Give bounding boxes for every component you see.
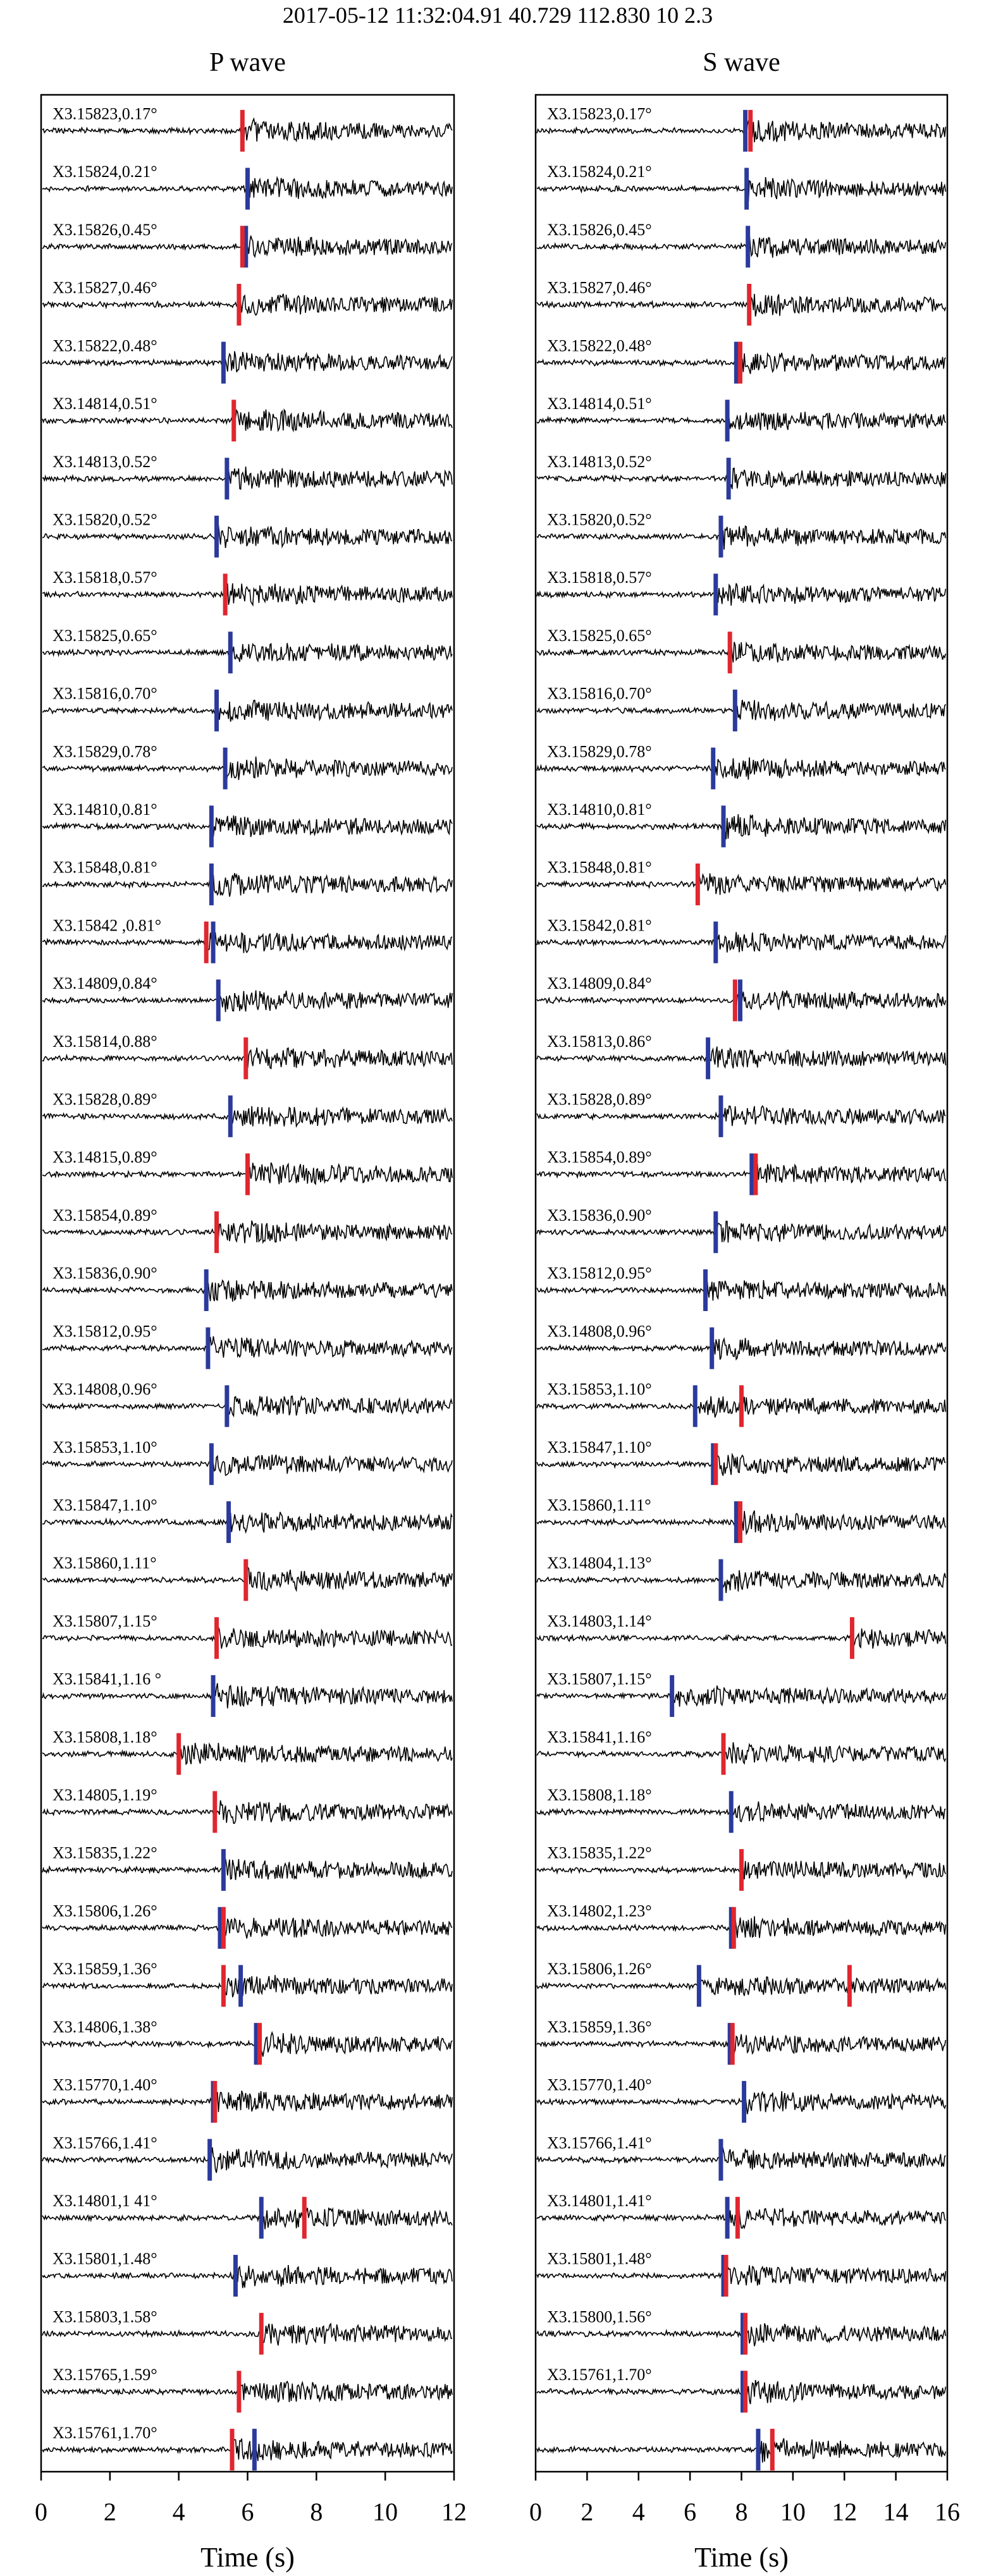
- x-axis-label: Time (s): [200, 2542, 295, 2573]
- trace-label: X3.15761,1.70°: [547, 2365, 652, 2384]
- p-wave-panel: [35, 48, 467, 2573]
- waveform: [42, 643, 452, 662]
- trace-label: X3.15800,1.56°: [547, 2307, 652, 2326]
- trace-row: [42, 336, 452, 383]
- trace-row: [537, 1438, 945, 1485]
- trace-row: [537, 974, 945, 1021]
- waveform: [42, 815, 452, 837]
- trace-label: X3.15847,1.10°: [547, 1438, 652, 1456]
- trace-label: X3.14810,0.81°: [52, 800, 157, 819]
- trace-label: X3.15808,1.18°: [547, 1786, 652, 1805]
- waveform: [42, 294, 452, 315]
- trace-row: [42, 394, 452, 441]
- waveform: [537, 1802, 945, 1822]
- trace-row: [537, 1090, 945, 1137]
- trace-label: X3.14813,0.52°: [547, 452, 652, 471]
- x-tick-label: 0: [35, 2498, 47, 2526]
- trace-label: X3.15827,0.46°: [52, 278, 157, 297]
- trace-label: X3.15835,1.22°: [547, 1843, 652, 1862]
- panels: [35, 48, 960, 2573]
- trace-row: [537, 221, 945, 267]
- waveform: [537, 757, 945, 779]
- trace-label: X3.14801,1 41°: [52, 2191, 157, 2210]
- x-tick-label: 2: [581, 2498, 594, 2526]
- trace-label: X3.15842,0.81°: [547, 916, 652, 935]
- trace-label: X3.14808,0.96°: [52, 1380, 157, 1399]
- trace-label: X3.15818,0.57°: [547, 568, 652, 587]
- trace-row: [42, 1786, 452, 1833]
- plot-frame: [41, 95, 454, 2472]
- trace-row: [537, 2018, 945, 2065]
- x-tick-label: 0: [529, 2498, 542, 2526]
- trace-label: X3.14810,0.81°: [547, 800, 652, 819]
- trace-label: X3.15766,1.41°: [547, 2133, 652, 2152]
- x-tick-label: 4: [632, 2498, 645, 2526]
- waveform: [42, 1281, 452, 1302]
- trace-row: [42, 2307, 452, 2354]
- trace-label: X3.14801,1.41°: [547, 2191, 652, 2210]
- trace-label: X3.15808,1.18°: [52, 1728, 157, 1747]
- waveform: [42, 873, 452, 896]
- trace-row: [42, 685, 452, 731]
- trace-label: X3.15859,1.36°: [52, 1960, 157, 1979]
- s-wave-panel: [529, 48, 960, 2573]
- x-axis-label: Time (s): [694, 2542, 789, 2573]
- trace-row: [537, 394, 945, 441]
- trace-label: X3.15801,1.48°: [52, 2249, 157, 2268]
- trace-row: [537, 2250, 945, 2297]
- trace-row: [42, 279, 452, 326]
- waveform: [537, 2034, 945, 2054]
- trace-row: [537, 685, 945, 731]
- trace-label: X3.15829,0.78°: [547, 742, 652, 761]
- trace-row: [537, 1670, 945, 1717]
- x-tick-label: 16: [935, 2498, 960, 2526]
- waveform: [42, 991, 452, 1012]
- trace-label: X3.15847,1.10°: [52, 1496, 157, 1515]
- trace-label: X3.14815,0.89°: [52, 1148, 157, 1167]
- trace-row: [537, 2192, 945, 2238]
- trace-label: X3.15823,0.17°: [52, 104, 157, 123]
- trace-row: [537, 1380, 945, 1427]
- waveform: [42, 1627, 452, 1649]
- trace-row: [42, 1264, 452, 1311]
- trace-row: [42, 916, 452, 963]
- trace-label: X3.15860,1.11°: [52, 1554, 157, 1573]
- trace-row: [42, 1670, 452, 1717]
- trace-label: X3.15836,0.90°: [52, 1264, 157, 1283]
- trace-row: [42, 1380, 452, 1427]
- trace-row: [537, 279, 945, 326]
- trace-row: [42, 2365, 452, 2412]
- trace-label: X3.15826,0.45°: [52, 220, 157, 239]
- trace-label: X3.14803,1.14°: [547, 1611, 652, 1630]
- trace-label: X3.15841,1.16 °: [52, 1670, 162, 1688]
- trace-label: X3.15860,1.11°: [547, 1496, 651, 1515]
- trace-label: X3.14814,0.51°: [547, 394, 652, 413]
- trace-row: [537, 1844, 945, 1891]
- x-tick-label: 10: [780, 2498, 806, 2526]
- x-tick-label: 12: [832, 2498, 858, 2526]
- trace-row: [537, 105, 945, 152]
- waveform: [42, 1975, 452, 1997]
- trace-row: [42, 2424, 452, 2470]
- waveform: [42, 1455, 452, 1475]
- waveform: [537, 1338, 945, 1360]
- trace-row: [537, 1901, 945, 1948]
- trace-row: [537, 1496, 945, 1542]
- trace-row: [42, 1148, 452, 1195]
- panel-title: P wave: [209, 48, 286, 77]
- trace-row: [42, 510, 452, 557]
- trace-label: X3.15828,0.89°: [547, 1090, 652, 1109]
- waveform: [537, 2438, 945, 2462]
- trace-row: [42, 1438, 452, 1485]
- waveform: [42, 2207, 452, 2229]
- trace-row: [537, 2307, 945, 2354]
- trace-row: [42, 1206, 452, 1253]
- trace-label: X3.15853,1.10°: [52, 1438, 157, 1456]
- x-tick-label: 12: [441, 2498, 467, 2526]
- trace-label: X3.14813,0.52°: [52, 452, 157, 471]
- trace-label: X3.14804,1.13°: [547, 1554, 652, 1573]
- waveform: [42, 2324, 452, 2345]
- trace-label: X3.15825,0.65°: [52, 626, 157, 645]
- trace-row: [537, 336, 945, 383]
- trace-label: X3.15822,0.48°: [547, 336, 652, 355]
- trace-row: [537, 1148, 945, 1195]
- trace-row: [42, 1322, 452, 1369]
- x-tick-label: 8: [735, 2498, 748, 2526]
- waveform: [42, 700, 452, 722]
- trace-row: [42, 1844, 452, 1891]
- trace-row: [537, 858, 945, 905]
- waveform: [537, 1686, 945, 1707]
- trace-label: X3.15835,1.22°: [52, 1843, 157, 1862]
- trace-row: [537, 1612, 945, 1659]
- waveform: [537, 526, 945, 549]
- trace-label: X3.15813,0.86°: [547, 1032, 652, 1051]
- trace-row: [42, 1728, 452, 1774]
- waveform: [537, 412, 945, 430]
- trace-label: X3.15822,0.48°: [52, 336, 157, 355]
- trace-row: [42, 626, 452, 673]
- trace-row: [537, 2365, 945, 2412]
- waveform: [537, 2265, 945, 2285]
- trace-row: [537, 162, 945, 209]
- trace-label: X3.14802,1.23°: [547, 1901, 652, 1920]
- trace-label: X3.15770,1.40°: [547, 2075, 652, 2094]
- trace-label: X3.14805,1.19°: [52, 1786, 157, 1805]
- waveform: [42, 2032, 452, 2056]
- trace-label: X3.15814,0.88°: [52, 1032, 157, 1051]
- trace-row: [42, 1612, 452, 1659]
- trace-label: X3.15820,0.52°: [547, 510, 652, 529]
- trace-label: X3.15820,0.52°: [52, 510, 157, 529]
- trace-row: [537, 800, 945, 847]
- x-tick-label: 14: [883, 2498, 909, 2526]
- trace-label: X3.15806,1.26°: [547, 1960, 652, 1979]
- waveform: [537, 700, 945, 721]
- trace-row: [537, 1206, 945, 1253]
- trace-row: [42, 2018, 452, 2065]
- x-tick-label: 2: [103, 2498, 116, 2526]
- trace-label: X3.15761,1.70°: [52, 2423, 157, 2442]
- trace-row: [537, 1264, 945, 1311]
- trace-row: [42, 162, 452, 209]
- trace-label: X3.15842 ,0.81°: [52, 916, 162, 935]
- trace-label: X3.15841,1.16°: [547, 1728, 652, 1747]
- trace-label: X3.15854,0.89°: [52, 1206, 157, 1224]
- trace-row: [42, 742, 452, 789]
- trace-row: [42, 1032, 452, 1079]
- trace-label: X3.15825,0.65°: [547, 626, 652, 645]
- waveform: [537, 642, 945, 662]
- trace-row: [42, 2076, 452, 2123]
- x-tick-label: 6: [241, 2498, 254, 2526]
- trace-label: X3.15828,0.89°: [52, 1090, 157, 1109]
- trace-label: X3.15848,0.81°: [547, 858, 652, 877]
- waveform: [537, 294, 945, 317]
- waveform: [42, 933, 452, 953]
- trace-row: [537, 916, 945, 963]
- trace-row: [537, 626, 945, 673]
- trace-row: [42, 2250, 452, 2297]
- waveform: [537, 1106, 945, 1126]
- trace-row: [42, 800, 452, 847]
- trace-label: X3.15824,0.21°: [547, 162, 652, 181]
- trace-label: X3.15765,1.59°: [52, 2365, 157, 2384]
- trace-label: X3.14808,0.96°: [547, 1322, 652, 1341]
- trace-label: X3.15812,0.95°: [52, 1322, 157, 1341]
- trace-label: X3.15859,1.36°: [547, 2017, 652, 2036]
- trace-row: [537, 453, 945, 499]
- trace-row: [537, 742, 945, 789]
- trace-label: X3.15803,1.58°: [52, 2307, 157, 2326]
- waveform: [537, 1977, 945, 1996]
- trace-label: X3.15829,0.78°: [52, 742, 157, 761]
- waveform: [42, 1512, 452, 1532]
- trace-label: X3.15770,1.40°: [52, 2075, 157, 2094]
- trace-label: X3.14814,0.51°: [52, 394, 157, 413]
- trace-row: [537, 2076, 945, 2123]
- trace-label: X3.15812,0.95°: [547, 1264, 652, 1283]
- trace-row: [42, 1090, 452, 1137]
- trace-label: X3.14806,1.38°: [52, 2017, 157, 2036]
- trace-label: X3.15816,0.70°: [52, 684, 157, 703]
- trace-label: X3.15854,0.89°: [547, 1148, 652, 1167]
- trace-row: [537, 2133, 945, 2180]
- waveform: [537, 1455, 945, 1476]
- trace-label: X3.15816,0.70°: [547, 684, 652, 703]
- waveform: [537, 120, 945, 143]
- waveform: [42, 2381, 452, 2402]
- x-tick-label: 8: [310, 2498, 323, 2526]
- trace-label: X3.14809,0.84°: [52, 974, 157, 993]
- figure-title: 2017-05-12 11:32:04.91 40.729 112.830 10 2.3: [282, 3, 713, 28]
- x-tick-label: 10: [372, 2498, 398, 2526]
- waveform: [537, 932, 945, 952]
- trace-label: X3.15824,0.21°: [52, 162, 157, 181]
- trace-row: [42, 2192, 452, 2238]
- trace-label: X3.15818,0.57°: [52, 568, 157, 587]
- trace-label: X3.15823,0.17°: [547, 104, 652, 123]
- trace-row: [537, 1032, 945, 1079]
- trace-row: [42, 1960, 452, 2006]
- waveform: [537, 2091, 945, 2114]
- waveform: [42, 1396, 452, 1416]
- waveform: [537, 1628, 945, 1649]
- trace-row: [537, 1554, 945, 1601]
- trace-row: [42, 221, 452, 267]
- x-tick-label: 6: [684, 2498, 697, 2526]
- x-tick-label: 4: [172, 2498, 185, 2526]
- trace-label: X3.14809,0.84°: [547, 974, 652, 993]
- trace-label: X3.15848,0.81°: [52, 858, 157, 877]
- trace-row: [537, 1960, 945, 2006]
- trace-label: X3.15807,1.15°: [547, 1670, 652, 1688]
- trace-row: [537, 568, 945, 615]
- trace-row: [42, 1496, 452, 1542]
- trace-label: X3.15827,0.46°: [547, 278, 652, 297]
- trace-row: [537, 510, 945, 557]
- trace-row: [537, 1728, 945, 1774]
- panel-title: S wave: [703, 48, 780, 77]
- trace-row: [42, 1554, 452, 1601]
- trace-label: X3.15801,1.48°: [547, 2249, 652, 2268]
- trace-row: [42, 568, 452, 615]
- trace-label: X3.15807,1.15°: [52, 1611, 157, 1630]
- waveform: [42, 2439, 452, 2462]
- trace-label: X3.15853,1.10°: [547, 1380, 652, 1399]
- trace-row: [42, 1901, 452, 1948]
- trace-row: [42, 974, 452, 1021]
- trace-row: [42, 105, 452, 152]
- trace-label: X3.15766,1.41°: [52, 2133, 157, 2152]
- trace-row: [42, 2133, 452, 2180]
- trace-label: X3.15836,0.90°: [547, 1206, 652, 1224]
- waveform: [537, 1570, 945, 1593]
- trace-row: [537, 2429, 945, 2470]
- plot-frame: [536, 95, 947, 2472]
- trace-row: [537, 1322, 945, 1369]
- trace-row: [537, 1786, 945, 1833]
- waveform: [42, 2265, 452, 2288]
- waveform: [537, 468, 945, 489]
- trace-label: X3.15826,0.45°: [547, 220, 652, 239]
- trace-row: [42, 858, 452, 905]
- trace-label: X3.15806,1.26°: [52, 1901, 157, 1920]
- trace-row: [42, 453, 452, 499]
- waveform: [42, 1106, 452, 1126]
